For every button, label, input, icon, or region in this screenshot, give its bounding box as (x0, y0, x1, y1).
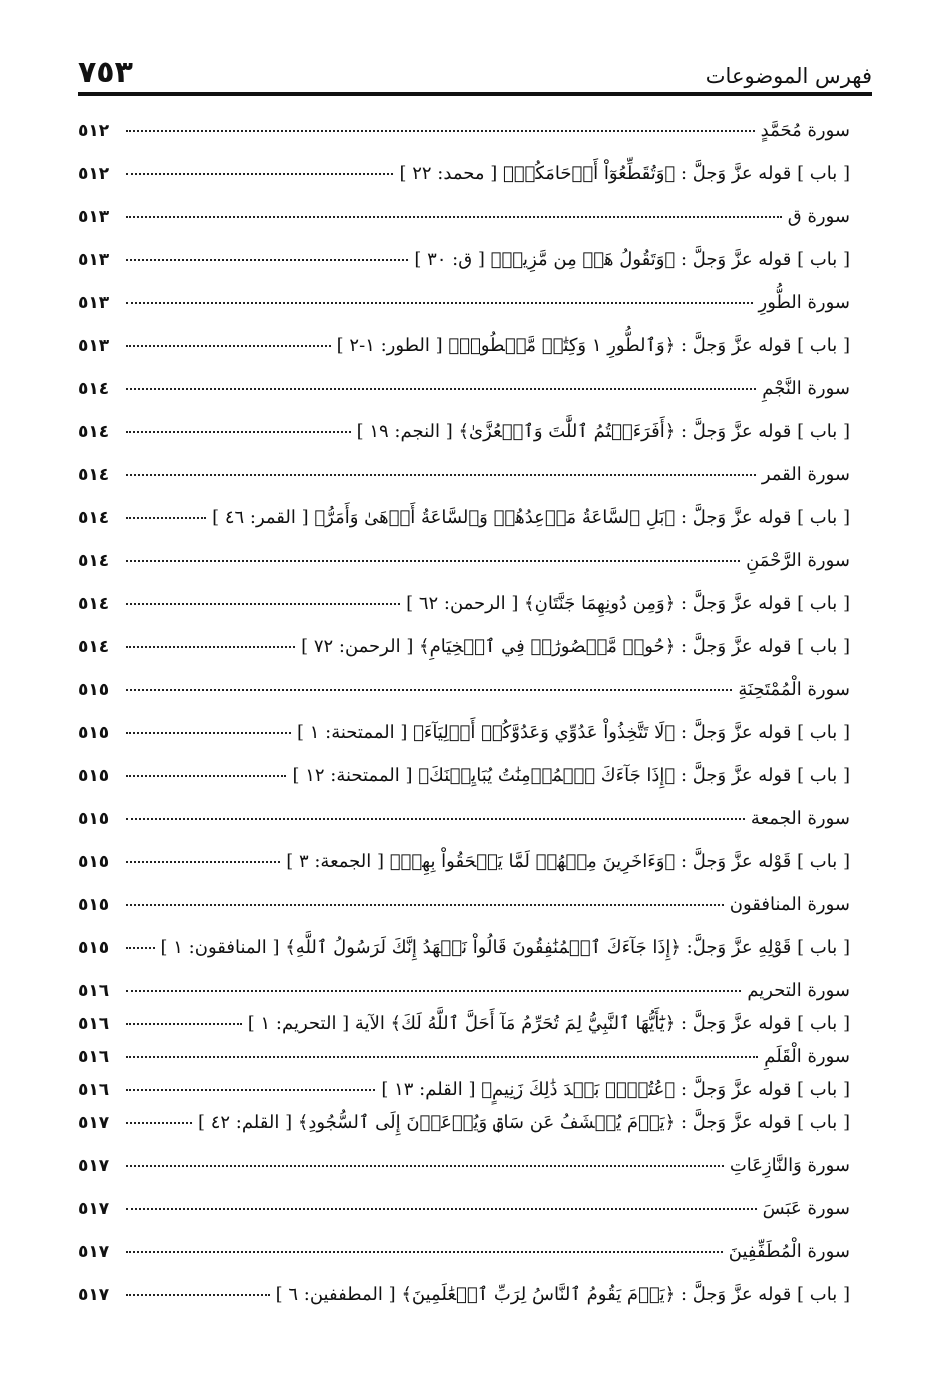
toc-entry-title: سورة المنافقون (729, 894, 850, 915)
toc-entry-title: سورة الرَّحْمَنِ (746, 550, 850, 571)
toc-entry-page-number: ٥١٧ (78, 1242, 110, 1262)
toc-entry (78, 464, 850, 507)
dot-leader (126, 130, 755, 132)
toc-entry (78, 421, 850, 464)
toc-entry-page-number: ٥١٥ (78, 895, 110, 915)
toc-entry-title: سورة القمر (761, 464, 850, 485)
toc-entry (78, 808, 850, 851)
dot-leader (126, 646, 295, 648)
dot-leader (126, 345, 331, 347)
toc-entry-title: [ باب ] قوله عزَّ وَجلَّ : ﴿وَمِن دُونِهِمَا جَنَّتَانِ﴾ [ الرحمن: ٦٢ ] (406, 593, 850, 614)
dot-leader (126, 431, 351, 433)
dot-leader (126, 517, 206, 519)
toc-entry-title: سورة الْمُمْتَحِنَةِ (738, 679, 850, 700)
toc-entry-page-number: ٥١٦ (78, 981, 110, 1001)
dot-leader (126, 388, 756, 390)
dot-leader (126, 1294, 270, 1296)
toc-entry (78, 1198, 850, 1241)
toc-entry-page-number: ٥١٤ (78, 508, 110, 528)
toc-entry-title: [ باب ] قوله عزَّ وَجلَّ : ﴿يَوۡمَ يَقُومُ ٱلنَّاسُ لِرَبِّ ٱلۡعَٰلَمِينَ﴾ [ المطففين: ٦ ] (275, 1284, 850, 1305)
toc-entry-title: [ باب ] قوله عزَّ وَجلَّ : ﴿حُورٞ مَّقۡصُورَٰتٞ فِي ٱلۡخِيَامِ﴾ [ الرحمن: ٧٢ ] (301, 636, 850, 657)
running-title: فهرس الموضوعات (705, 64, 872, 88)
toc-entry-title: [ باب ] قَوْله عزَّ وَجلَّ : ﴿وَءَاخَرِينَ مِنۡهُمۡ لَمَّا يَلۡحَقُواْ بِهِمۡ﴾ [ الجمعة: ٣ ] (286, 851, 850, 872)
toc-entry-page-number: ٥١٤ (78, 379, 110, 399)
toc-entry (78, 163, 850, 206)
page-header (78, 52, 872, 96)
toc-entry (78, 507, 850, 550)
toc-entry-page-number: ٥١٥ (78, 938, 110, 958)
toc-entry-page-number: ٥١٦ (78, 1047, 110, 1067)
dot-leader (126, 861, 280, 863)
toc-entry-page-number: ٥١٣ (78, 207, 110, 227)
dot-leader (126, 560, 740, 562)
toc-entry-page-number: ٥١٤ (78, 594, 110, 614)
dot-leader (126, 990, 741, 992)
toc-entry (78, 765, 850, 808)
toc-entry (78, 636, 850, 679)
toc-entry-title: سورة الجمعة (750, 808, 850, 829)
dot-leader (126, 1089, 375, 1091)
dot-leader (126, 474, 756, 476)
toc-entry-title: سورة النَّجْمِ (762, 378, 850, 399)
toc-entry-title: [ باب ] قوله عزَّ وَجلَّ : ﴿يَٰٓأَيُّهَا ٱلنَّبِيُّ لِمَ تُحَرِّمُ مَآ أَحَلَّ ٱللَّهُ لَكَ﴾ الآية [ التحريم: ١ ] (247, 1013, 850, 1034)
toc-entry (78, 1013, 850, 1046)
toc-entry (78, 1241, 850, 1284)
dot-leader (126, 1251, 723, 1253)
toc-entry-title: [ باب ] قوله عزَّ وَجلَّ : ﴿عُتُلِّۢ بَعۡدَ ذَٰلِكَ زَنِيمٍ﴾ [ القلم: ١٣ ] (381, 1079, 850, 1100)
toc-entry-page-number: ٥١٥ (78, 852, 110, 872)
toc-entry-page-number: ٥١٤ (78, 422, 110, 442)
dot-leader (126, 259, 408, 261)
toc-entry (78, 937, 850, 980)
toc-entry-title: [ باب ] قوله عزَّ وَجلَّ : ﴿بَلِ ٱلسَّاعَةُ مَوۡعِدُهُمۡ وَٱلسَّاعَةُ أَدۡهَىٰ وَأَمَرُّ﴾ [ القمر: ٤٦ ] (212, 507, 850, 528)
toc-entry-title: سورة ق (787, 206, 850, 227)
toc-entry (78, 206, 850, 249)
toc-entry-title: [ باب ] قوله عزَّ وَجلَّ : ﴿وَٱلطُّورِ ١ وَكِتَٰبٖ مَّسۡطُورٖ﴾ [ الطور: ١-٢ ] (336, 335, 850, 356)
toc-entry-title: [ باب ] قوله عزَّ وَجلَّ : ﴿لَا تَتَّخِذُواْ عَدُوِّي وَعَدُوَّكُمۡ أَوۡلِيَآءَ﴾ [ الممتحنة: ١ ] (296, 722, 850, 743)
toc-entry (78, 1112, 850, 1155)
dot-leader (126, 1056, 758, 1058)
toc-entry-title: [ باب ] قوله عزَّ وَجلَّ : ﴿وَتُقَطِّعُوٓاْ أَرۡحَامَكُمۡ﴾ [ محمد: ٢٢ ] (399, 163, 850, 184)
toc-entry (78, 851, 850, 894)
dot-leader (126, 775, 286, 777)
toc-entry (78, 894, 850, 937)
toc-entry-title: سورة التحريم (747, 980, 850, 1001)
toc-entry-page-number: ٥١٣ (78, 293, 110, 313)
toc-entry (78, 679, 850, 722)
toc-entry-page-number: ٥١٥ (78, 766, 110, 786)
toc-entry-page-number: ٥١٥ (78, 723, 110, 743)
toc-entry (78, 722, 850, 765)
toc-entry (78, 120, 850, 163)
toc-entry-page-number: ٥١٦ (78, 1080, 110, 1100)
toc-entry-title: سورة وَالنَّازِعَاتِ (729, 1155, 850, 1176)
toc-entry-page-number: ٥١٣ (78, 336, 110, 356)
toc-entry-title: [ باب ] قوله عزَّ وَجلَّ : ﴿أَفَرَءَيۡتُمُ ٱللَّٰتَ وَٱلۡعُزَّىٰ﴾ [ النجم: ١٩ ] (356, 421, 850, 442)
toc-entry-title: [ باب ] قَوْلِهِ عزَّ وَجلَّ: ﴿إِذَا جَآءَكَ ٱلۡمُنَٰفِقُونَ قَالُواْ نَشۡهَدُ إِنَّكَ لَرَسُولُ ٱللَّهِ﴾ [ المنافقون: ١ ] (160, 937, 850, 958)
dot-leader (126, 732, 291, 734)
toc-entry-title: سورة الْمُطَفِّفِينَ (728, 1241, 850, 1262)
toc-entry-page-number: ٥١٧ (78, 1113, 110, 1133)
toc-entry-page-number: ٥١٣ (78, 250, 110, 270)
toc-entry-title: سورة مُحَمَّدٍ (760, 120, 850, 141)
toc-entry (78, 249, 850, 292)
toc-entry-title: [ باب ] قوله عزَّ وَجلَّ : ﴿يَوۡمَ يُكۡشَفُ عَن سَاقٖ وَيُدۡعَوۡنَ إِلَى ٱلسُّجُودِ﴾ [ القلم: ٤٢ ] (197, 1112, 850, 1133)
toc-entry-page-number: ٥١٥ (78, 809, 110, 829)
dot-leader (126, 216, 782, 218)
toc-entry (78, 1079, 850, 1112)
dot-leader (126, 1208, 757, 1210)
toc-entry-page-number: ٥١٢ (78, 121, 110, 141)
toc-entry-page-number: ٥١٥ (78, 680, 110, 700)
toc-entry (78, 1155, 850, 1198)
toc-entry-title: سورة الطُّورِ (758, 292, 850, 313)
toc-entry (78, 980, 850, 1013)
toc-entry-page-number: ٥١٧ (78, 1285, 110, 1305)
toc-entry (78, 1284, 850, 1327)
dot-leader (126, 603, 400, 605)
toc-entry-title: [ باب ] قوله عزَّ وَجلَّ : ﴿وَتَقُولُ هَلۡ مِن مَّزِيدٖ﴾ [ ق: ٣٠ ] (414, 249, 850, 270)
toc-entry (78, 292, 850, 335)
toc-entry-title: سورة الْقَلَمِ (764, 1046, 850, 1067)
dot-leader (126, 1122, 192, 1124)
dot-leader (126, 173, 393, 175)
toc-entry-page-number: ٥١٦ (78, 1014, 110, 1034)
dot-leader (126, 302, 753, 304)
dot-leader (126, 1023, 242, 1025)
toc-entry (78, 1046, 850, 1079)
toc-entry (78, 593, 850, 636)
dot-leader (126, 904, 724, 906)
toc-entry-page-number: ٥١٤ (78, 551, 110, 571)
toc-entry-title: سورة عَبَسَ (762, 1198, 850, 1219)
toc-entry-title: [ باب ] قوله عزَّ وَجلَّ : ﴿إِذَا جَآءَكَ ٱلۡمُؤۡمِنَٰتُ يُبَايِعۡنَكَ﴾ [ الممتحنة: ١٢ ] (292, 765, 850, 786)
toc-entry (78, 550, 850, 593)
page-number: ٧٥٣ (78, 55, 133, 90)
dot-leader (126, 689, 732, 691)
toc-entry-page-number: ٥١٤ (78, 465, 110, 485)
dot-leader (126, 1165, 724, 1167)
toc-entry-page-number: ٥١٧ (78, 1199, 110, 1219)
toc-entry (78, 335, 850, 378)
table-of-contents (78, 120, 850, 1327)
toc-entry-page-number: ٥١٧ (78, 1156, 110, 1176)
toc-entry-page-number: ٥١٢ (78, 164, 110, 184)
dot-leader (126, 947, 155, 949)
toc-entry-page-number: ٥١٤ (78, 637, 110, 657)
dot-leader (126, 818, 745, 820)
toc-entry (78, 378, 850, 421)
